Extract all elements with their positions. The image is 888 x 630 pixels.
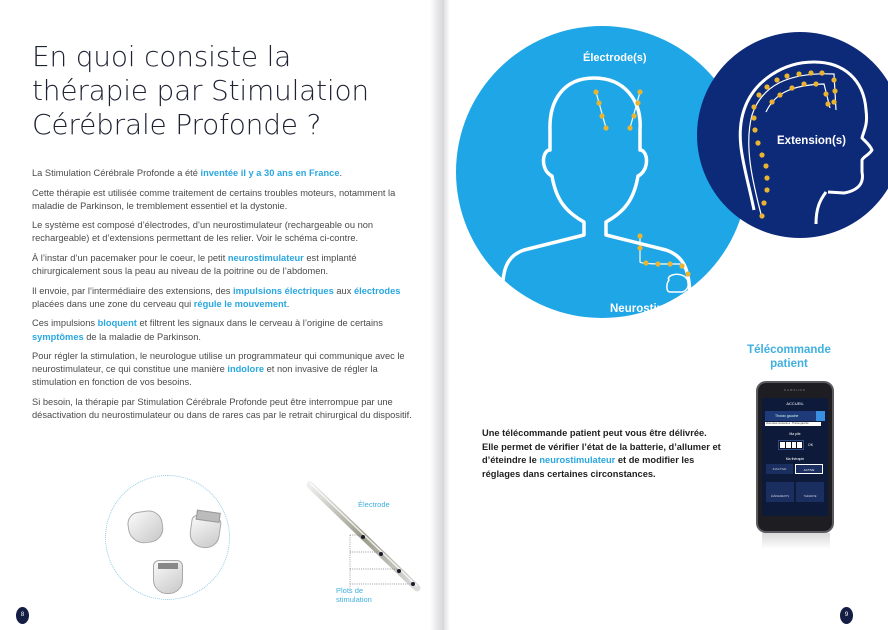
device-small [153,560,183,594]
patient-remote-phone [756,381,834,533]
connection-notice: Vous êtes connecté à : Thorax gauche [765,422,821,426]
stimulation-contacts-label: Plots de stimulation [336,586,372,604]
paragraph: Cette thérapie est utilisée comme traitement de certains troubles moteurs, notamment la maladie de Parkinson, le tremblement essentiel et la dystonie. [32,187,396,211]
paragraph: Si besoin, la thérapie par Stimulation Cérébrale Profonde peut être interrompue par une désactivation du neurostimulateur ou dans de rares cas par le retrait chirurgical du dispositif. [32,396,412,421]
page-number: 9 [840,607,853,624]
therapy-tile: THÉRAPIE [796,482,824,502]
device-rechargeable [126,509,165,546]
device-selector-label: Thorax gauche [775,414,799,418]
events-tile: ÉVÉNEMENTS [766,482,794,502]
highlighted-text: régule le mouvement [193,298,287,309]
electrode-label: Électrode [358,500,390,509]
paragraph: Le système est composé d’électrodes, d’un neurostimulateur (rechargeable ou non rechargeable) et d’extensions permettant de les relier. Voir le schéma ci-contre. [32,220,374,244]
highlighted-text: électrodes [353,285,401,296]
highlighted-text: impulsions électriques [233,285,334,296]
therapy-inactive-toggle: INACTIVE [766,464,793,474]
neurostimulator-label: Neurostimulateur [610,303,706,315]
highlighted-text: inventée il y a 30 ans en France [200,168,340,178]
highlighted-text: neurostimulateur [539,455,616,466]
page-number: 8 [16,607,29,624]
paragraph: Il envoie, par l’intermédiaire des extensions, des impulsions électriques aux électrodes placées dans une zone du cerveau qui régule le mouvement. [32,285,401,309]
highlighted-text: indolore [227,364,265,375]
paragraph: Ces impulsions bloquent et filtrent les signaux dans le cerveau à l’origine de certains symptômes de la maladie de Parkinson. [32,318,383,342]
device-selector [765,411,825,421]
electrode-image [305,480,425,600]
therapy-active-toggle: ACTIVE [795,464,823,474]
dbs-system-diagram [444,0,888,340]
highlighted-text: bloquent [97,318,137,329]
phone-screen-header: ACCUEIL [786,401,804,406]
neurostimulator-devices-image [105,475,230,600]
paragraph: À l’instar d’un pacemaker pour le coeur, le petit neurostimulateur est implanté chirurgicalement sous la peau au niveau de la poitrine ou de l’abdomen. [32,252,357,277]
battery-icon [778,440,804,450]
page-fold [430,0,444,630]
device-primary-cell [188,514,222,550]
phone-brand: SAMSUNG [783,388,807,392]
therapy-label: Ma thérapie [785,457,805,461]
battery-label: Ma pile [789,432,801,436]
paragraph: La Stimulation Cérébrale Profonde a été inventée il y a 30 ans en France. [32,168,343,178]
right-page [444,0,888,630]
extensions-label: Extension(s) [777,135,847,147]
device-switch-icon [816,411,825,421]
remote-description: Une télécommande patient peut vous être délivrée. Elle permet de vérifier l’état de la batterie, d’allumer et d’éteindre le neurostimulateur et de modifier les réglages dans certaines circonstances. [482,428,721,479]
phone-reflection [762,533,830,549]
phone-screen [762,398,828,516]
electrodes-label: Électrode(s) [583,52,647,64]
page-title: En quoi consiste la thérapie par Stimulation Cérébrale Profonde ? [32,40,369,141]
remote-title: Télécommande patient [747,344,831,370]
highlighted-text: neurostimulateur [227,252,304,263]
body-text [32,167,412,429]
battery-status: OK [808,443,814,447]
paragraph: Pour régler la stimulation, le neurologue utilise un programmateur qui communique avec le neurostimulateur, ce qui constitue une manière indolore et non invasive de régler la stimulation en fonction de vos besoins. [32,351,405,388]
highlighted-text: symptômes [32,331,84,342]
